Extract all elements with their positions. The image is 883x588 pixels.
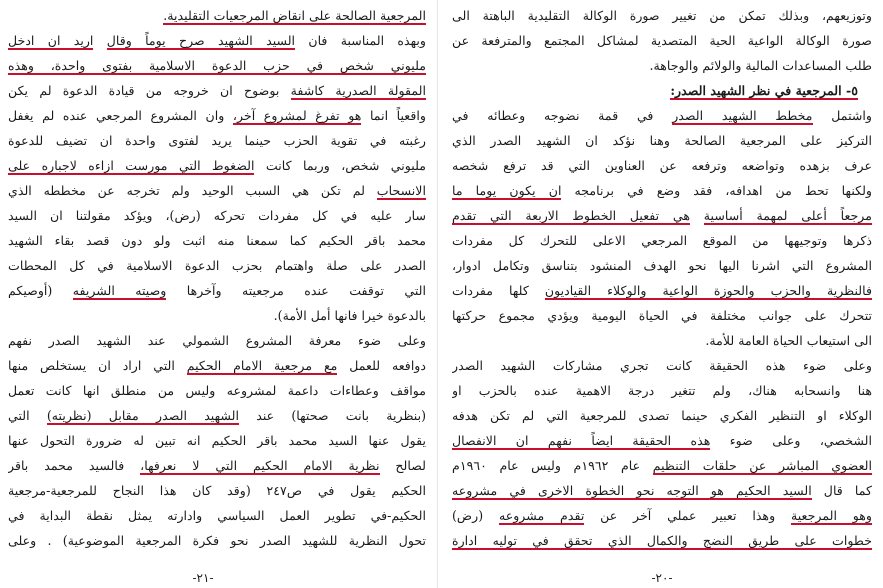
text-segment: الشخصي، وعلى ضوء bbox=[710, 433, 872, 448]
underlined-phrase: هي تفعيل الخطوط الاربعة التي تقدم bbox=[452, 208, 691, 223]
text-line bbox=[452, 504, 872, 529]
text-line bbox=[8, 129, 426, 154]
underlined-phrase: الانسحاب bbox=[376, 183, 426, 198]
text-segment: مواقف وعطاءات داعمة لمشروعه وليس من منطلق انها كانت تعمل bbox=[8, 383, 426, 398]
text-line bbox=[8, 54, 426, 79]
text-line bbox=[452, 154, 872, 179]
text-segment: التي bbox=[8, 408, 47, 423]
text-segment: ولكنها تحط من اهدافه، فقد وضع في برنامجه bbox=[561, 183, 872, 198]
underlined-phrase: هو تفرغ لمشروع آخر، bbox=[232, 108, 362, 123]
text-segment: رغبته في تقوية الحزب حينما يريد لفتوى واحدة ان تضيف للدعوة bbox=[8, 133, 426, 148]
text-line bbox=[8, 454, 426, 479]
text-line bbox=[452, 54, 872, 79]
text-line bbox=[8, 504, 426, 529]
text-segment: (بنظرية بانت صحتها) عند bbox=[238, 408, 426, 423]
text-line bbox=[452, 179, 872, 204]
text-line bbox=[8, 29, 426, 54]
text-line bbox=[8, 229, 426, 254]
text-segment: هنا وانسحابه هناك، ولم تتغير درجة الاهمية عنده بالحزب او bbox=[452, 383, 872, 398]
underlined-phrase: وهو المرجعية bbox=[790, 508, 872, 523]
underlined-phrase: نظرية الامام الحكيم التي لا نعرفها، bbox=[140, 458, 380, 473]
left-page bbox=[8, 4, 426, 588]
text-line bbox=[452, 379, 872, 404]
text-segment: التركيز على المرجعية الصالحة وهنا نؤكد ان الشهيد الصدر الذي bbox=[452, 133, 872, 148]
underlined-phrase: مخطط الشهيد الصدر bbox=[672, 108, 813, 123]
text-line bbox=[8, 279, 426, 304]
text-line bbox=[452, 354, 872, 379]
underlined-phrase: مع مرجعية الامام الحكيم bbox=[186, 358, 338, 373]
text-segment: عام ١٩٦٢م وليس عام ١٩٦٠م bbox=[452, 458, 653, 473]
text-segment: الحكيم-في تطوير العمل السياسي وادارته يمثل نقطة البداية في bbox=[8, 508, 426, 523]
text-segment: (أوصيكم bbox=[8, 283, 73, 298]
text-segment: وبهذه المناسبة فان bbox=[295, 33, 426, 48]
text-line bbox=[8, 379, 426, 404]
text-segment: كما قال bbox=[811, 483, 872, 498]
underlined-phrase: العضوي المباشر عن حلقات التنظيم bbox=[652, 458, 872, 473]
text-segment bbox=[690, 208, 704, 223]
text-segment: فالسيد محمد باقر bbox=[8, 458, 141, 473]
underlined-phrase: تقدم مشروعه bbox=[498, 508, 585, 523]
underlined-phrase: ان يكون يوما ما bbox=[452, 183, 562, 198]
text-line bbox=[8, 104, 426, 129]
text-segment: ذكرها وتوجيهها من الموقع المرجعي الاعلى للتحرك كل مفردات bbox=[452, 233, 872, 248]
text-segment: وان المشروع المرجعي عنده لم يغفل bbox=[8, 108, 233, 123]
text-line bbox=[452, 404, 872, 429]
text-line bbox=[452, 279, 872, 304]
text-segment: واشتمل bbox=[812, 108, 872, 123]
text-segment: الصدر على صلة واهتمام بحزب الدعوة الاسلامية في كل المحطات bbox=[8, 258, 426, 273]
text-segment: التي اراد ان يستخلص منها bbox=[8, 358, 187, 373]
text-line bbox=[8, 354, 426, 379]
left-page-text bbox=[8, 4, 426, 554]
underlined-phrase: المقولة الصدرية كاشفة bbox=[290, 83, 426, 98]
text-segment: لم تكن هي السبب الوحيد ولم تخرجه عن مخططه الذي bbox=[8, 183, 377, 198]
text-line bbox=[8, 204, 426, 229]
text-segment: (رض) bbox=[452, 508, 499, 523]
text-segment: الحكيم يقول في ص٢٤٧ (وقد كان هذا النجاح للمرجعية-مرجعية bbox=[8, 483, 426, 498]
text-segment: لصالح bbox=[379, 458, 426, 473]
text-line bbox=[8, 179, 426, 204]
text-line bbox=[8, 4, 426, 29]
underlined-phrase: وصيته الشريفه bbox=[72, 283, 167, 298]
right-page bbox=[452, 4, 872, 588]
text-line bbox=[8, 429, 426, 454]
underlined-phrase: مرجعاً أعلى لمهمة أساسية bbox=[703, 208, 872, 223]
text-line bbox=[8, 529, 426, 554]
text-line bbox=[452, 329, 872, 354]
text-segment: عرف بزهده وتواضعه وترفعه عن العناوين التي قد ترفع شخصه bbox=[452, 158, 872, 173]
text-segment: مليوني شخص، وربما كانت bbox=[254, 158, 426, 173]
section-heading bbox=[452, 79, 872, 104]
text-line bbox=[452, 4, 872, 29]
text-segment: وتوزيعهم، وبذلك تمكن من تغيير صورة الوكالة التقليدية الباهتة الى bbox=[452, 8, 872, 23]
text-segment: بالدعوة خيرا فانها أمل الأمة). bbox=[273, 308, 426, 323]
text-segment: وهذا تعبير عملي آخر عن bbox=[584, 508, 791, 523]
text-line bbox=[8, 404, 426, 429]
text-segment: التي توقفت عنده مرجعيته وآخرها bbox=[166, 283, 426, 298]
text-segment: كلها مفردات bbox=[452, 283, 545, 298]
right-page-number: -٢٠- bbox=[651, 571, 673, 585]
text-line bbox=[8, 304, 426, 329]
underlined-phrase: السيد الحكيم هو التوجه نحو الخطوة الاخرى في مشروعه bbox=[452, 483, 812, 498]
text-line bbox=[8, 254, 426, 279]
text-segment: الى استيعاب الحياة العامة للأمة. bbox=[705, 333, 872, 348]
underlined-phrase: هذه الحقيقة ايضاً نفهم ان الانفصال bbox=[452, 433, 711, 448]
underlined-phrase: اريد ان ادخل bbox=[8, 33, 94, 48]
text-line bbox=[8, 79, 426, 104]
text-line bbox=[452, 429, 872, 454]
text-line bbox=[452, 479, 872, 504]
underlined-phrase: ٥- المرجعية في نظر الشهيد الصدر: bbox=[670, 83, 858, 98]
text-line bbox=[452, 254, 872, 279]
right-page-text bbox=[452, 4, 872, 554]
text-line bbox=[452, 229, 872, 254]
underlined-phrase: فالنظرية والحزب والحوزة الواعية والوكلاء القياديون bbox=[544, 283, 872, 298]
text-line bbox=[452, 454, 872, 479]
left-page-number: -٢١- bbox=[192, 571, 214, 585]
text-line bbox=[452, 529, 872, 554]
text-segment: تتحرك على جوانب مختلفة في الحياة اليومية ويؤدي مجموع حركتها bbox=[452, 308, 872, 323]
text-segment: وعلى ضوء هذه الحقيقة كانت تجري مشاركات الشهيد الصدر bbox=[452, 358, 872, 373]
underlined-phrase: السيد الشهيد صرح يوماً وقال bbox=[106, 33, 296, 48]
text-line bbox=[8, 329, 426, 354]
text-segment: تحول النظرية للشهيد الصدر نحو فكرة المرجعية الموضوعية) . وعلى bbox=[8, 533, 426, 548]
text-segment: في قمة نضوجه وعطائه في bbox=[452, 108, 673, 123]
text-line bbox=[452, 304, 872, 329]
text-segment: واقعياً انما bbox=[361, 108, 426, 123]
underlined-phrase: خطوات على طريق النضج والكمال الذي تحقق في توليه ادارة bbox=[452, 533, 872, 548]
text-segment: الوكلاء او التنظير الفكري حينما تصدى للمرجعية التي لم تكن هدفه bbox=[452, 408, 872, 423]
underlined-phrase: الضغوط التي مورست ازاءه لاجباره على bbox=[8, 158, 255, 173]
text-segment: يقول عنها السيد محمد باقر الحكيم انه تبين له ضرورة التحول عنها bbox=[8, 433, 426, 448]
page-gutter bbox=[437, 0, 438, 588]
text-segment: صورة الوكالة الواعية الحية المتصدية لمشاكل المجتمع والمترفعة عن bbox=[452, 33, 872, 48]
text-segment: طلب المساعدات المالية والولائم والوجاهة. bbox=[649, 58, 872, 73]
text-line bbox=[452, 104, 872, 129]
text-line bbox=[8, 154, 426, 179]
text-line bbox=[452, 204, 872, 229]
text-segment: المشروع التي اشرنا اليها نحو الهدف المنشود بتناسق وتكامل ادوار، bbox=[452, 258, 872, 273]
text-segment: دوافعه للعمل bbox=[337, 358, 426, 373]
text-segment: بوضوح ان خروجه من قيادة الدعوة لم يكن bbox=[8, 83, 291, 98]
underlined-phrase: الشهيد الصدر مقابل (نظريته) bbox=[46, 408, 239, 423]
text-segment bbox=[93, 33, 106, 48]
underlined-phrase: المرجعية الصالحة على انقاض المرجعيات التقليدية. bbox=[163, 8, 426, 23]
text-segment: محمد باقر الحكيم كما سمعنا منه اثبت ولو دون قصد بقاء الشهيد bbox=[8, 233, 426, 248]
text-segment: سار عليه في كل مفردات تحركه (رض)، ويؤكد مقولتنا ان السيد bbox=[8, 208, 426, 223]
text-line bbox=[452, 29, 872, 54]
text-line bbox=[8, 479, 426, 504]
text-line bbox=[452, 129, 872, 154]
underlined-phrase: مليوني شخص في حزب الدعوة الاسلامية بفتوى واحدة، وهذه bbox=[8, 58, 426, 73]
text-segment: وعلى ضوء معرفة المشروع الشمولي عند الشهيد الصدر نفهم bbox=[8, 333, 426, 348]
